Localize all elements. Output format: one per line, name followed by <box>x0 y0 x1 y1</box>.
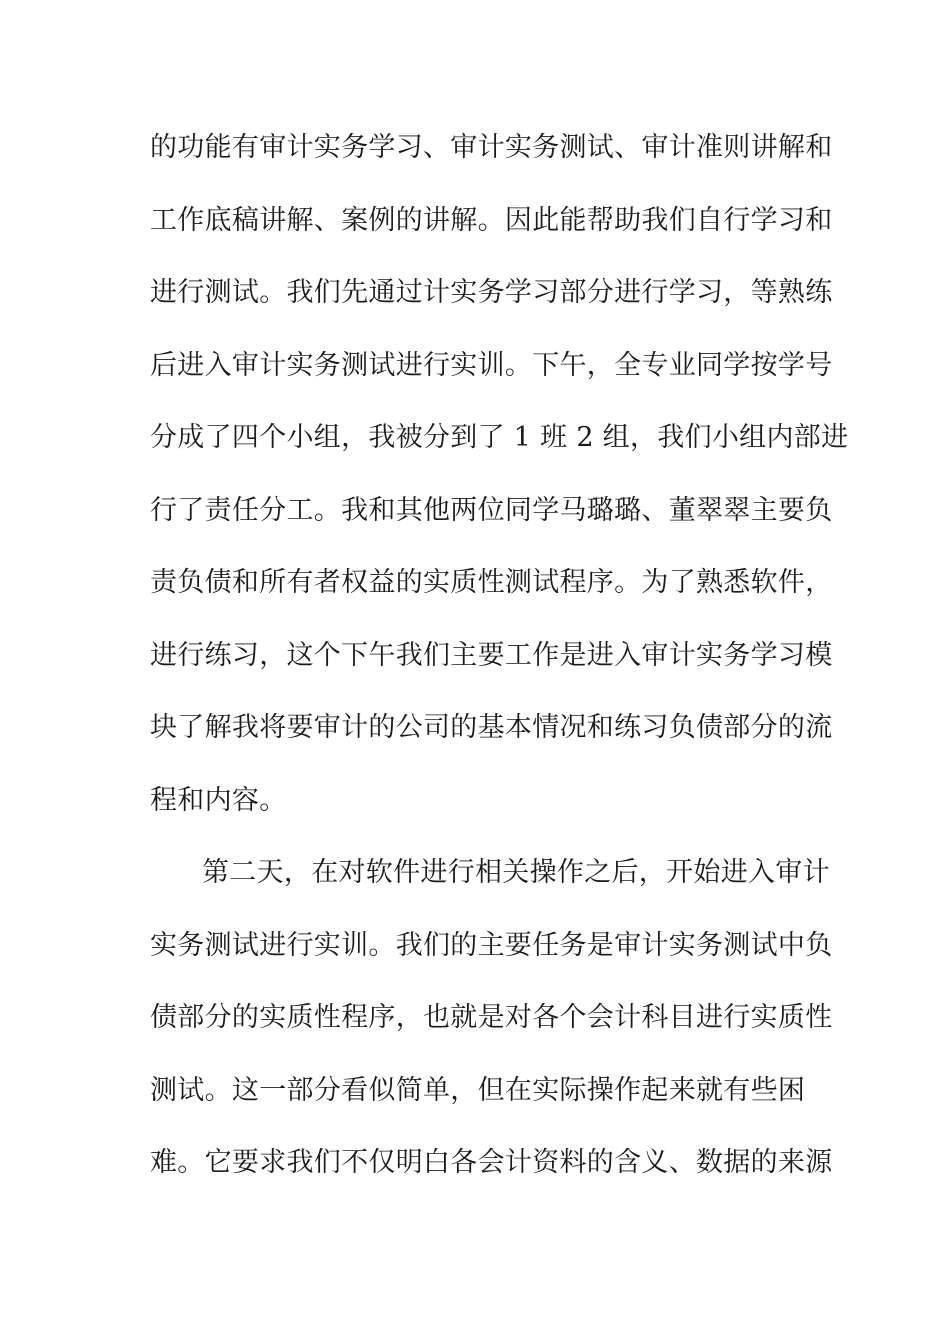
text-line: 的功能有审计实务学习、审计实务测试、审计准则讲解和 <box>150 132 833 163</box>
text-line: 进行练习，这个下午我们主要工作是进入审计实务学习模 <box>150 639 833 671</box>
text-line: 行了责任分工。我和其他两位同学马璐璐、董翠翠主要负 <box>150 494 833 526</box>
text-line: 分成了四个小组，我被分到了 1 班 2 组，我们小组内部进 <box>150 422 849 453</box>
text-line: 程和内容。 <box>150 784 287 816</box>
paragraph-first-line: 第二天，在对软件进行相关操作之后，开始进入审计 <box>202 857 830 888</box>
text-line: 块了解我将要审计的公司的基本情况和练习负债部分的流 <box>150 712 833 743</box>
text-line: 债部分的实质性程序，也就是对各个会计科目进行实质性 <box>150 1002 833 1033</box>
text-line: 难。它要求我们不仅明白各会计资料的含义、数据的来源 <box>150 1147 833 1178</box>
text-line: 进行测试。我们先通过计实务学习部分进行学习，等熟练 <box>150 277 833 308</box>
text-line: 实务测试进行实训。我们的主要任务是审计实务测试中负 <box>150 929 833 961</box>
document-body <box>150 126 849 1214</box>
text-line: 工作底稿讲解、案例的讲解。因此能帮助我们自行学习和 <box>150 204 833 236</box>
text-line: 测试。这一部分看似简单，但在实际操作起来就有些困 <box>150 1074 806 1106</box>
text-line: 责负债和所有者权益的实质性测试程序。为了熟悉软件， <box>150 567 833 598</box>
text-line: 后进入审计实务测试进行实训。下午，全专业同学按学号 <box>150 349 833 381</box>
